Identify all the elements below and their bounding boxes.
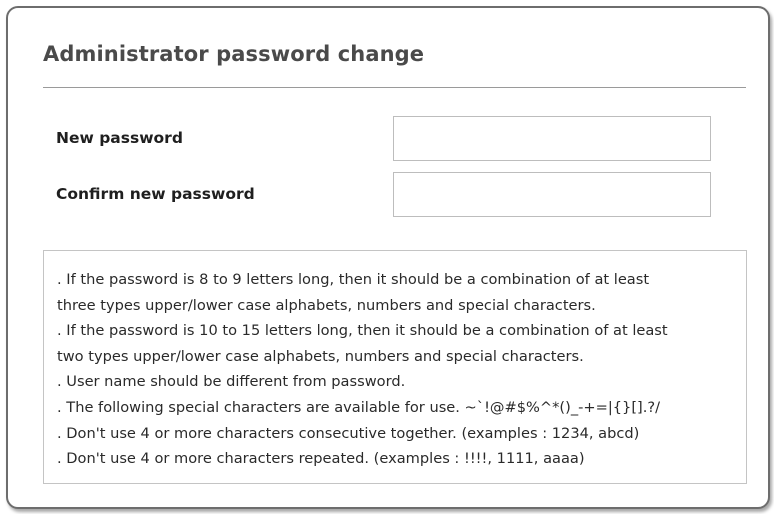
rule-line: . If the password is 8 to 9 letters long, then it should be a combination of at least [57,271,650,288]
rule-line: three types upper/lower case alphabets, numbers and special characters. [57,296,596,314]
rule-line: . Don't use 4 or more characters repeated. (examples : !!!!, 1111, aaaa) [57,450,585,468]
rule-line: . User name should be different from password. [57,373,406,391]
dialog-title: Administrator password change [43,42,425,66]
title-divider [43,87,746,88]
rule-line: two types upper/lower case alphabets, numbers and special characters. [57,347,584,365]
rule-line: . Don't use 4 or more characters consecutive together. (examples : 1234, abcd) [57,424,640,442]
new-password-label: New password [56,129,183,147]
new-password-input[interactable] [393,116,711,161]
confirm-password-label: Confirm new password [56,185,255,203]
rule-line: . If the password is 10 to 15 letters long, then it should be a combination of at least [57,322,668,340]
password-change-dialog [6,6,770,509]
password-rules-box [43,250,747,484]
rule-line: . The following special characters are available for use. ~`!@#$%^*()_-+=|{}[].?/ [57,398,661,416]
confirm-password-input[interactable] [393,172,711,217]
